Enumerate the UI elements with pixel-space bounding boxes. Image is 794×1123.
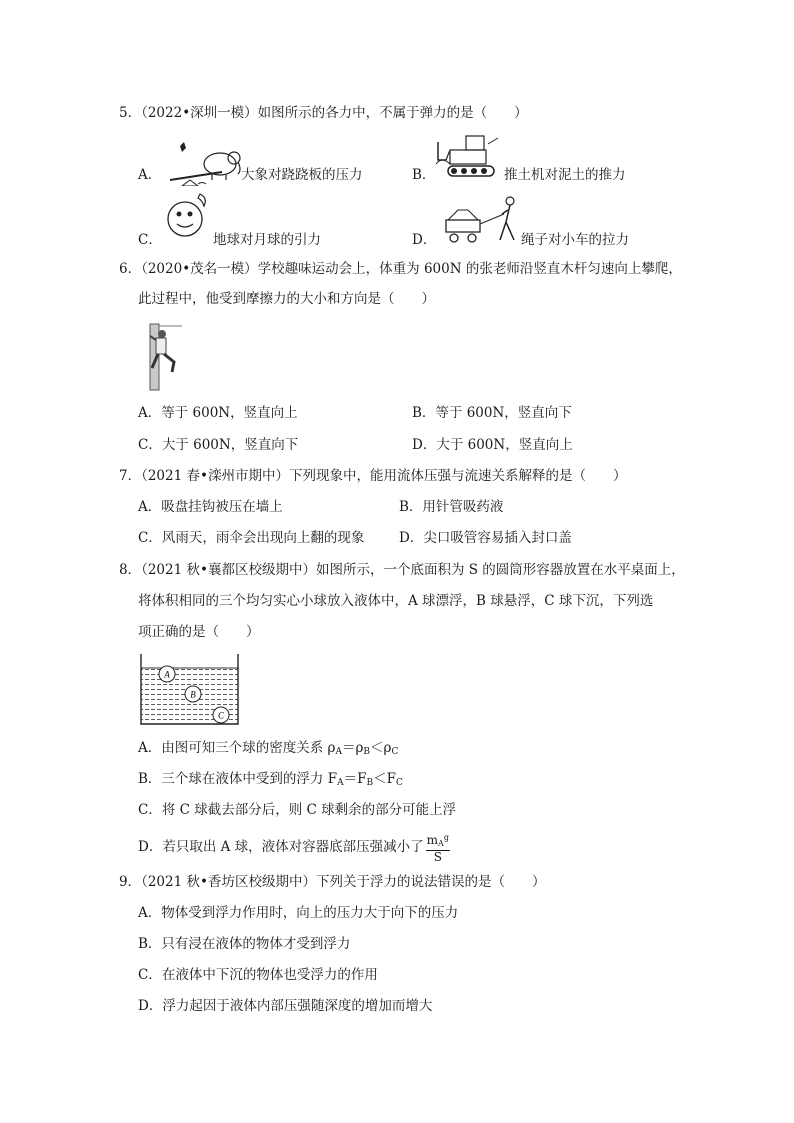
pole-climber-image <box>138 320 188 392</box>
q9-option-c: C．在液体中下沉的物体也受浮力的作用 <box>138 967 378 983</box>
svg-text:B: B <box>190 689 196 700</box>
q7-option-c: C．风雨天，雨伞会出现向上翻的现象 <box>138 530 365 546</box>
ball-a <box>159 666 175 682</box>
elephant-seesaw-image <box>168 140 242 186</box>
container-balls-diagram <box>139 652 241 728</box>
q5-option-d-letter: D． <box>412 232 437 248</box>
q5-option-d-text: 绳子对小车的拉力 <box>521 232 629 248</box>
q9-option-b: B．只有浸在液体的物体才受到浮力 <box>138 936 351 952</box>
ball-c <box>213 707 229 723</box>
q7-option-d: D．尖口吸管容易插入封口盖 <box>399 530 572 546</box>
q5-option-a-text: 大象对跷跷板的压力 <box>241 167 363 183</box>
q8-stem-line-3: 项正确的是（ ） <box>138 624 260 640</box>
q5-option-c-letter: C． <box>138 232 162 248</box>
svg-text:A: A <box>164 669 170 680</box>
svg-text:C: C <box>217 710 225 721</box>
q7-option-a: A．吸盘挂钩被压在墙上 <box>138 499 283 515</box>
q7-option-b: B．用针管吸药液 <box>399 499 504 515</box>
q9-option-d: D．浮力起因于液体内部压强随深度的增加而增大 <box>138 998 433 1014</box>
q6-stem-line-2: 此过程中，他受到摩擦力的大小和方向是（ ） <box>138 291 435 307</box>
q8-stem-line-2: 将体积相同的三个均匀实心小球放入液体中，A 球漂浮，B 球悬浮，C 球下沉，下列选 <box>138 593 654 609</box>
q5-stem: 5．（2022•深圳一模）如图所示的各力中，不属于弹力的是（ ） <box>119 105 528 121</box>
q5-option-c-text: 地球对月球的引力 <box>213 232 321 248</box>
q7-stem: 7．（2021 春•滦州市期中）下列现象中，能用流体压强与流速关系解释的是（ ） <box>119 468 627 484</box>
q8-option-b: B．三个球在液体中受到的浮力 $F_A=F_B<F_C$ <box>138 771 403 788</box>
q6-option-b: B．等于 600N，竖直向下 <box>412 405 572 421</box>
q8-option-d: D．若只取出 A 球，液体对容器底部压强减小了 $\frac{m_A^g}{S}$ <box>138 833 449 864</box>
q9-stem: 9．（2021 秋•香坊区校级期中）下列关于浮力的说法错误的是（ ） <box>119 874 546 890</box>
q8-option-a: A．由图可知三个球的密度关系 $\rho_A=\rho_B<\rho_C$ <box>138 740 399 757</box>
q6-stem-line-1: 6．（2020•茂名一模）学校趣味运动会上，体重为 600N 的张老师沿竖直木杆匀速向上攀爬， <box>119 261 682 277</box>
bulldozer-image <box>436 134 502 180</box>
q8-stem-line-1: 8．（2021 秋•襄都区校级期中）如图所示，一个底面积为 S 的圆筒形容器放置在水平桌面上， <box>119 562 685 578</box>
q9-option-a: A．物体受到浮力作用时，向上的压力大于向下的压力 <box>138 905 459 921</box>
q6-option-a: A．等于 600N，竖直向上 <box>138 405 298 421</box>
ball-b <box>185 686 201 702</box>
q5-option-b-text: 推土机对泥土的推力 <box>504 167 626 183</box>
rope-cart-image <box>444 194 520 246</box>
pressure-fraction: $\frac{m_A^g}{S}$ <box>426 833 449 864</box>
q8-option-c: C．将 C 球截去部分后，则 C 球剩余的部分可能上浮 <box>138 802 457 818</box>
q6-option-c: C．大于 600N，竖直向下 <box>138 437 299 453</box>
q5-option-a-letter: A． <box>138 167 162 183</box>
earth-moon-image <box>164 192 214 242</box>
q5-option-b-letter: B． <box>412 167 436 183</box>
q6-option-d: D．大于 600N，竖直向上 <box>412 437 573 453</box>
